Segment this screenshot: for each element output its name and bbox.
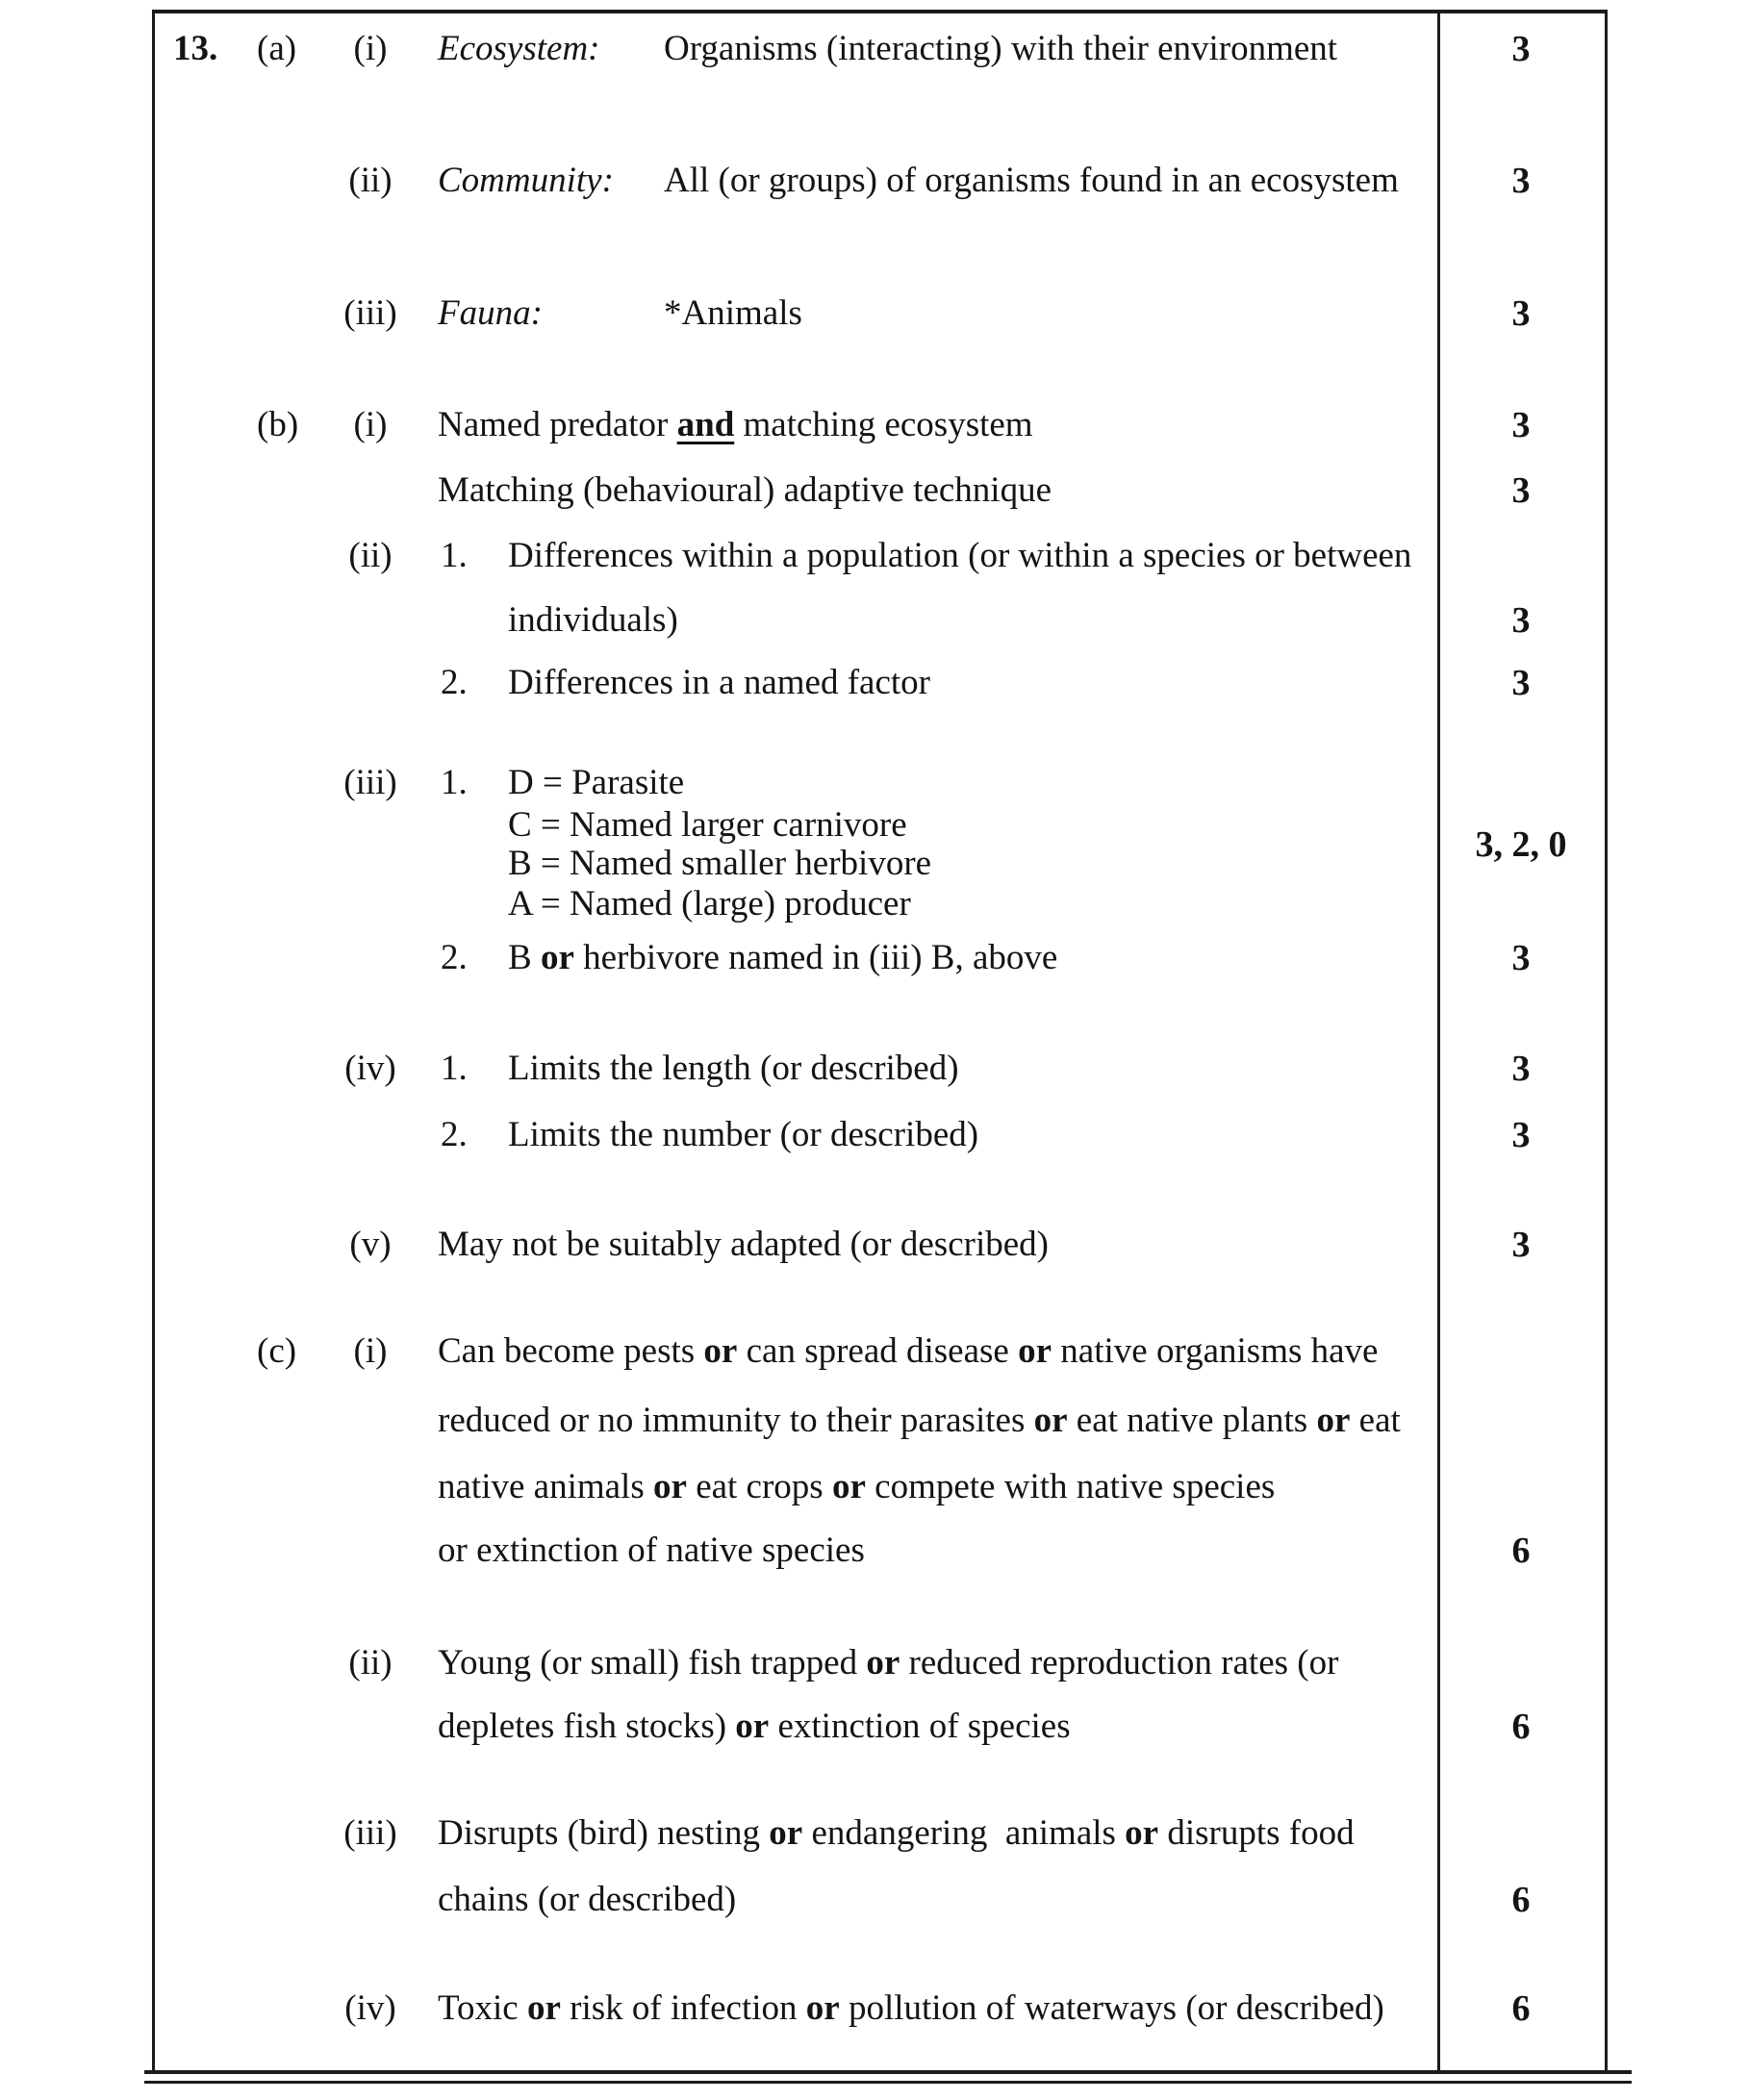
answer-text-segment: or: [1316, 1401, 1351, 1440]
table-border-bottom-outer: [144, 2070, 1632, 2074]
answer-text-segment: and: [676, 405, 735, 444]
answer-text: [438, 1528, 865, 1574]
mark-value: 3: [1511, 405, 1531, 445]
table-row: [0, 881, 1749, 927]
answer-text-segment: Young (or small) fish trapped: [438, 1643, 867, 1683]
answer-text-segment: or: [540, 938, 574, 977]
table-row: [0, 158, 1749, 204]
answer-text-segment: or: [653, 1467, 687, 1506]
table-row: [0, 468, 1749, 514]
answer-text: [508, 1046, 959, 1092]
answer-text-segment: or: [703, 1331, 738, 1371]
answer-text-segment: endangering animals: [802, 1813, 1126, 1853]
answer-text-segment: or: [1018, 1331, 1052, 1371]
answer-text-segment: or extinction of native species: [438, 1531, 865, 1570]
answer-text-segment: *Animals: [664, 293, 802, 333]
answer-text: [508, 597, 678, 644]
table-row: [0, 660, 1749, 706]
answer-text-segment: Differences in a named factor: [508, 663, 930, 702]
answer-text: [438, 402, 1033, 448]
item-number: 1.: [441, 1049, 468, 1088]
table-row: [0, 1222, 1749, 1268]
answer-text: [508, 533, 1411, 579]
mark-value: 6: [1511, 1531, 1531, 1571]
answer-text-segment: native organisms have: [1052, 1331, 1379, 1371]
answer-text-segment: matching ecosystem: [734, 405, 1033, 444]
answer-text: [664, 158, 1399, 204]
table-row: [0, 1112, 1749, 1158]
answer-text: [438, 1704, 1071, 1750]
item-number: 2.: [441, 1115, 468, 1154]
answer-text-segment: or: [769, 1813, 803, 1853]
term-label: Fauna:: [438, 293, 543, 333]
table-row: [0, 291, 1749, 337]
answer-text-segment: or: [866, 1643, 900, 1683]
table-row: [0, 1046, 1749, 1092]
table-row: [0, 597, 1749, 644]
answer-text: [438, 1464, 1275, 1510]
subpart-label: (iv): [344, 1049, 396, 1088]
answer-text: [508, 1112, 978, 1158]
subpart-label: (iv): [344, 1988, 396, 2028]
answer-text-segment: Organisms (interacting) with their environment: [664, 29, 1338, 68]
answer-text-segment: eat: [1350, 1401, 1401, 1440]
answer-text-segment: A = Named (large) producer: [508, 884, 911, 923]
answer-text-segment: Differences within a population (or within a species or between: [508, 536, 1412, 575]
subpart-label: (iii): [343, 763, 397, 802]
item-number: 1.: [441, 763, 468, 802]
part-label: (a): [257, 29, 297, 68]
answer-text-segment: or: [805, 1988, 840, 2028]
item-number: 1.: [441, 536, 468, 575]
answer-text-segment: Disrupts (bird) nesting: [438, 1813, 770, 1853]
answer-text-segment: Limits the length (or described): [508, 1049, 959, 1088]
answer-text-segment: or: [831, 1467, 866, 1506]
term-label: Community:: [438, 161, 614, 200]
answer-text-segment: chains (or described): [438, 1880, 737, 1919]
mark-value: 3: [1511, 1115, 1531, 1155]
answer-text-segment: reduced reproduction rates (or: [900, 1643, 1339, 1683]
answer-text-segment: or: [526, 1988, 561, 2028]
term-label: Ecosystem:: [438, 29, 600, 68]
table-row: [0, 1640, 1749, 1686]
answer-text: [438, 1877, 736, 1923]
subpart-label: (i): [353, 405, 388, 444]
table-row: [0, 935, 1749, 981]
mark-value: 6: [1511, 1988, 1531, 2029]
table-border-bottom-inner: [144, 2081, 1632, 2084]
answer-text-segment: native animals: [438, 1467, 653, 1506]
answer-text-segment: pollution of waterways (or described): [839, 1988, 1384, 2028]
part-label: (c): [257, 1331, 297, 1371]
table-row: [0, 1464, 1749, 1510]
answer-text-segment: compete with native species: [865, 1467, 1276, 1506]
question-number: 13.: [173, 29, 218, 68]
answer-text-segment: eat native plants: [1067, 1401, 1317, 1440]
answer-text-segment: can spread disease: [737, 1331, 1019, 1371]
table-row: [0, 760, 1749, 806]
answer-text-segment: C = Named larger carnivore: [508, 805, 907, 845]
table-row: [0, 1704, 1749, 1750]
answer-text: [438, 1986, 1384, 2032]
answer-text-segment: disrupts food: [1158, 1813, 1355, 1853]
table-row: [0, 1986, 1749, 2032]
table-row: [0, 26, 1749, 72]
answer-text-segment: B = Named smaller herbivore: [508, 844, 932, 883]
answer-text: [438, 1810, 1355, 1857]
subpart-label: (v): [349, 1225, 392, 1264]
answer-text-segment: eat crops: [686, 1467, 832, 1506]
answer-text-segment: depletes fish stocks): [438, 1707, 736, 1746]
table-row: [0, 1328, 1749, 1375]
answer-text: [438, 1222, 1049, 1268]
answer-text-segment: or: [1125, 1813, 1159, 1853]
answer-text-segment: risk of infection: [560, 1988, 806, 2028]
subpart-label: (i): [353, 29, 388, 68]
subpart-label: (ii): [348, 536, 393, 575]
answer-text-segment: B: [508, 938, 541, 977]
table-row: [0, 1810, 1749, 1857]
answer-text: [508, 935, 1057, 981]
answer-text-segment: herbivore named in (iii) B, above: [573, 938, 1058, 977]
table-row: [0, 1877, 1749, 1923]
mark-value: 3: [1511, 293, 1531, 334]
answer-text-segment: individuals): [508, 600, 678, 640]
mark-value: 3: [1511, 663, 1531, 703]
mark-value: 3: [1511, 470, 1531, 511]
answer-text-segment: or: [1033, 1401, 1068, 1440]
answer-text-segment: Limits the number (or described): [508, 1115, 979, 1154]
answer-text-segment: Can become pests: [438, 1331, 704, 1371]
answer-text: [438, 1640, 1338, 1686]
answer-text: [438, 1328, 1378, 1375]
table-row: [0, 822, 1749, 868]
subpart-label: (ii): [348, 161, 393, 200]
item-number: 2.: [441, 663, 468, 702]
answer-text: [664, 26, 1337, 72]
answer-text-segment: Named predator: [438, 405, 677, 444]
answer-text: [438, 1398, 1401, 1444]
mark-value: 3: [1511, 938, 1531, 978]
table-row: [0, 1528, 1749, 1574]
table-row: [0, 1398, 1749, 1444]
answer-text-segment: D = Parasite: [508, 763, 685, 802]
answer-text-segment: All (or groups) of organisms found in an ecosystem: [664, 161, 1399, 200]
answer-text: [664, 291, 802, 337]
mark-value: 3, 2, 0: [1475, 824, 1567, 865]
mark-value: 6: [1511, 1707, 1531, 1747]
answer-text-segment: or: [735, 1707, 770, 1746]
answer-text-segment: reduced or no immunity to their parasites: [438, 1401, 1034, 1440]
mark-value: 3: [1511, 1225, 1531, 1265]
answer-text-segment: May not be suitably adapted (or described): [438, 1225, 1049, 1264]
subpart-label: (ii): [348, 1643, 393, 1683]
mark-value: 3: [1511, 600, 1531, 641]
item-number: 2.: [441, 938, 468, 977]
answer-text: [508, 660, 930, 706]
answer-text: [508, 760, 684, 806]
subpart-label: (iii): [343, 1813, 397, 1853]
answer-text: [508, 881, 911, 927]
subpart-label: (i): [353, 1331, 388, 1371]
mark-value: 3: [1511, 1049, 1531, 1089]
answer-text-segment: Matching (behavioural) adaptive technique: [438, 470, 1052, 510]
table-row: [0, 402, 1749, 448]
table-row: [0, 533, 1749, 579]
mark-value: 6: [1511, 1880, 1531, 1920]
table-border-top: [152, 10, 1608, 13]
answer-text-segment: extinction of species: [769, 1707, 1071, 1746]
mark-value: 3: [1511, 29, 1531, 69]
answer-text: [438, 468, 1052, 514]
mark-value: 3: [1511, 161, 1531, 201]
answer-text-segment: Toxic: [438, 1988, 527, 2028]
part-label: (b): [257, 405, 299, 444]
subpart-label: (iii): [343, 293, 397, 333]
